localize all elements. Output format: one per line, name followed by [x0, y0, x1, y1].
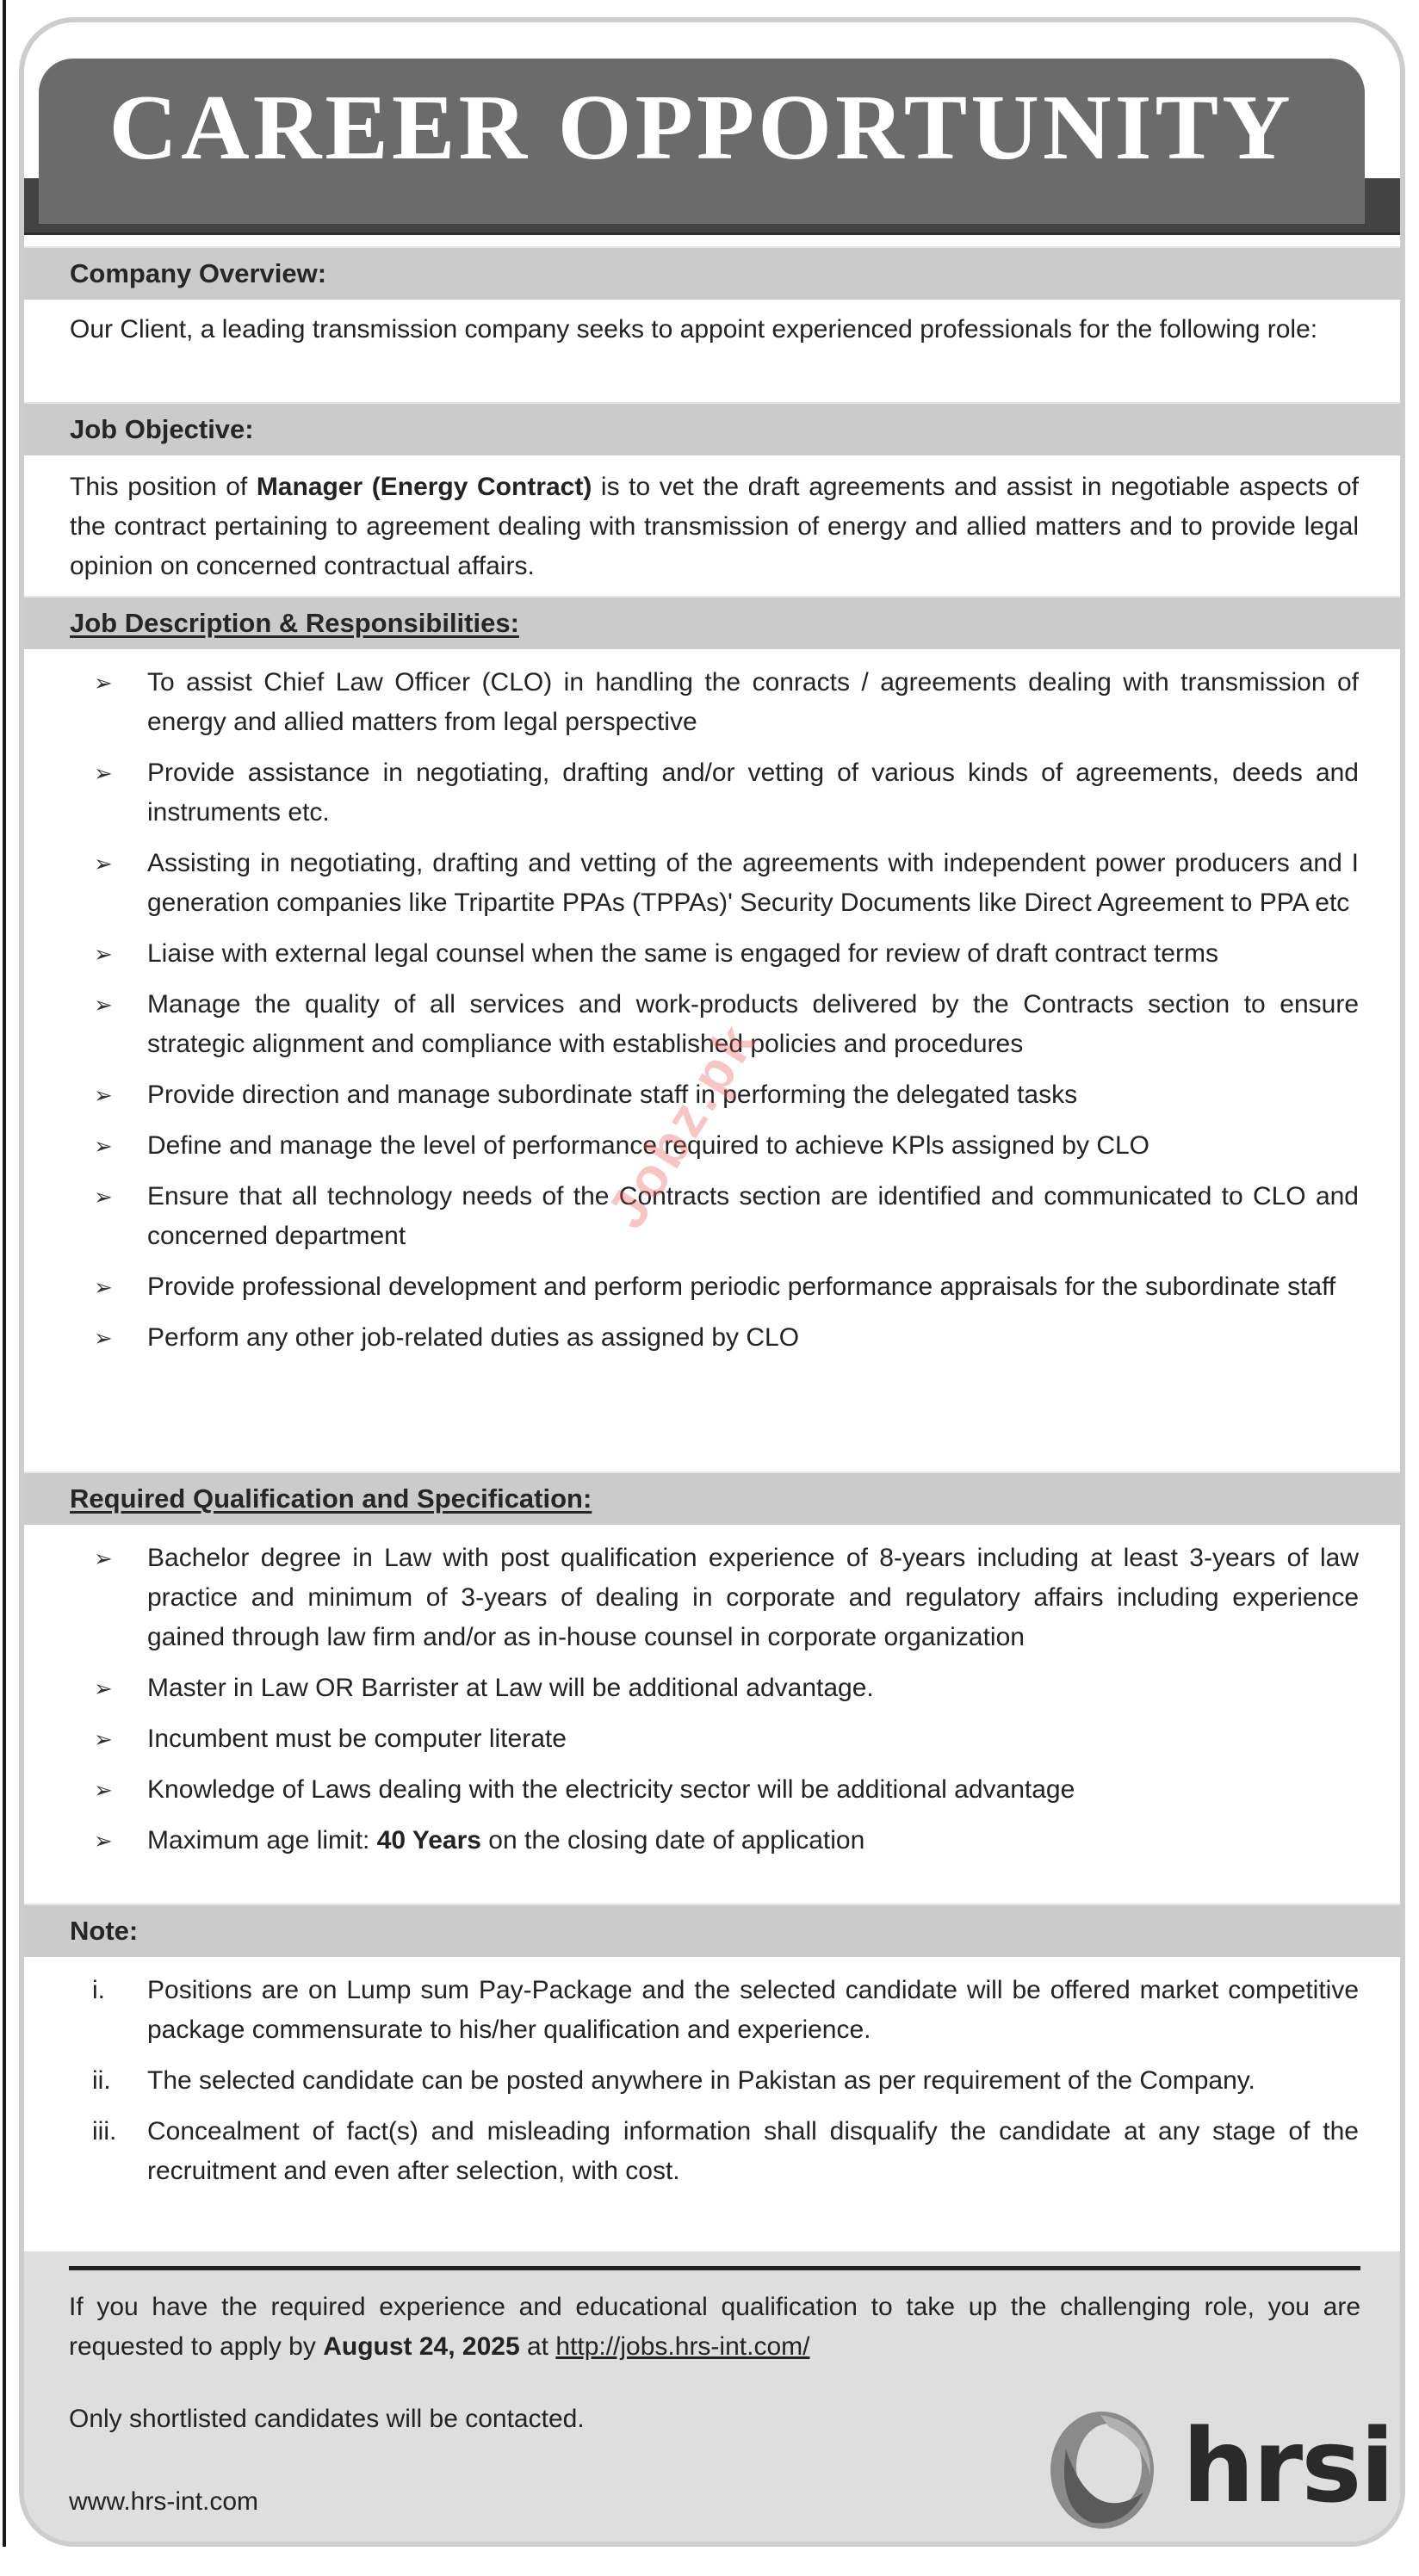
list-item-text: To assist Chief Law Officer (CLO) in handling the conracts / agreements dealing with transmission of energy and allied matters from legal perspective: [147, 668, 1359, 736]
list-item-text: Liaise with external legal counsel when the same is engaged for review of draft contract terms: [147, 939, 1218, 968]
position-title: Manager (Energy Contract): [256, 473, 592, 501]
list-item: [70, 1719, 1359, 1759]
website-link[interactable]: www.hrs-int.com: [69, 2487, 259, 2516]
list-item-text: Define and manage the level of performance required to achieve KPls assigned by CLO: [147, 1131, 1150, 1160]
section-body-note: [24, 1957, 1400, 2248]
section-heading: Job Objective:: [70, 414, 254, 444]
list-item: [70, 2061, 1359, 2101]
list-item-text: Manage the quality of all services and work-products delivered by the Contracts section to ensure strategic alignment and compliance with established policies and procedures: [147, 990, 1359, 1058]
deadline-date: August 24, 2025: [323, 2332, 520, 2361]
list-item: [70, 2112, 1359, 2191]
list-item: [70, 1267, 1359, 1307]
text: is to vet the draft agreements and assist in negotiable aspects of the contract pertaining to agreement dealing with transmission of energy and allied matters and to provide legal opinion on concerned contractual affairs.: [70, 473, 1359, 580]
list-item-text: The selected candidate can be posted anywhere in Pakistan as per requirement of the Company.: [147, 2066, 1255, 2095]
list-item: [70, 934, 1359, 974]
section-header-note: [24, 1904, 1400, 1957]
section-heading: Required Qualification and Specification:: [70, 1483, 592, 1514]
list-item-text: Bachelor degree in Law with post qualification experience of 8-years including at least 3-years of law practice and minimum of 3-years of dealing in corporate and regulatory affairs including experience gained through law firm and/or as in-house counsel in corporate organization: [147, 1544, 1359, 1651]
arrow-bullet-icon: ➢: [94, 992, 113, 1018]
responsibilities-list: [70, 663, 1359, 1358]
list-item: [70, 1971, 1359, 2050]
title-box: [39, 59, 1365, 224]
section-header-company-overview: [24, 246, 1400, 300]
hrsi-logo: [1040, 2398, 1393, 2536]
list-item-text: Master in Law OR Barrister at Law will be additional advantage.: [147, 1674, 874, 1702]
logo-text: hrsi: [1182, 2406, 1393, 2525]
qualification-list: [70, 1539, 1359, 1861]
list-item: [70, 1318, 1359, 1358]
content: [24, 246, 1400, 2248]
section-body-responsibilities: [24, 649, 1400, 1471]
list-item: [70, 1177, 1359, 1256]
list-item-text: Maximum age limit:: [147, 1826, 377, 1855]
roman-numeral: ii.: [92, 2066, 111, 2095]
list-item: [70, 1669, 1359, 1708]
list-item: [70, 844, 1359, 923]
arrow-bullet-icon: ➢: [94, 760, 113, 786]
arrow-bullet-icon: ➢: [94, 941, 113, 967]
section-header-job-objective: [24, 402, 1400, 455]
section-heading: Note:: [70, 1916, 139, 1946]
section-body-qualification: [24, 1525, 1400, 1904]
roman-numeral: iii.: [92, 2117, 117, 2146]
arrow-bullet-icon: ➢: [94, 1133, 113, 1159]
arrow-bullet-icon: ➢: [94, 1184, 113, 1210]
arrow-bullet-icon: ➢: [94, 670, 113, 696]
arrow-bullet-icon: ➢: [94, 1082, 113, 1108]
section-heading: Job Description & Responsibilities:: [70, 608, 519, 638]
list-item-text: Provide professional development and perform periodic performance appraisals for the subordinate staff: [147, 1273, 1336, 1301]
list-item-text: Ensure that all technology needs of the Contracts section are identified and communicated to CLO and concerned department: [147, 1182, 1359, 1250]
list-item-text: on the closing date of application: [480, 1826, 865, 1855]
age-limit: 40 Years: [376, 1826, 481, 1855]
section-body-job-objective: [24, 455, 1400, 596]
list-item: [70, 1126, 1359, 1166]
list-item: [70, 985, 1359, 1064]
arrow-bullet-icon: ➢: [94, 1675, 113, 1701]
list-item: [70, 1821, 1359, 1861]
job-objective-text: [70, 468, 1359, 586]
section-body-company-overview: [24, 300, 1400, 402]
apply-link[interactable]: http://jobs.hrs-int.com/: [555, 2332, 810, 2361]
list-item-text: Provide assistance in negotiating, drafting and/or vetting of various kinds of agreements, deeds and instruments etc.: [147, 759, 1359, 827]
apply-instructions: [69, 2288, 1360, 2367]
section-heading: Company Overview:: [70, 258, 327, 288]
list-item-text: Perform any other job-related duties as assigned by CLO: [147, 1323, 800, 1352]
arrow-bullet-icon: ➢: [94, 1274, 113, 1300]
list-item: [70, 1770, 1359, 1810]
list-item-text: Knowledge of Laws dealing with the electricity sector will be additional advantage: [147, 1775, 1075, 1804]
arrow-bullet-icon: ➢: [94, 1325, 113, 1351]
list-item-text: Incumbent must be computer literate: [147, 1725, 567, 1753]
arrow-bullet-icon: ➢: [94, 1777, 113, 1803]
watermark: Jobz.pk: [594, 1011, 769, 1239]
list-item-text: Concealment of fact(s) and misleading information shall disqualify the candidate at any stage of the recruitment and even after selection, with cost.: [147, 2117, 1359, 2185]
list-item-text: Provide direction and manage subordinate staff in performing the delegated tasks: [147, 1081, 1078, 1109]
list-item-text: Positions are on Lump sum Pay-Package and the selected candidate will be offered market competitive package commensurate to his/her qualification and experience.: [147, 1976, 1359, 2044]
list-item-text: Assisting in negotiating, drafting and vetting of the agreements with independent power producers and I generation companies like Tripartite PPAs (TPPAs)' Security Documents like Direct Agreement to PPA etc: [147, 849, 1359, 917]
page-edge-line: [3, 0, 6, 2547]
note-list: [70, 1971, 1359, 2191]
arrow-bullet-icon: ➢: [94, 1545, 113, 1571]
section-header-responsibilities: [24, 596, 1400, 649]
arrow-bullet-icon: ➢: [94, 851, 113, 876]
arrow-bullet-icon: ➢: [94, 1726, 113, 1752]
list-item: [70, 663, 1359, 742]
section-header-qualification: [24, 1471, 1400, 1525]
text: at: [519, 2332, 556, 2361]
list-item: [70, 753, 1359, 833]
advert-frame: [19, 17, 1405, 2547]
company-overview-text: Our Client, a leading transmission company seeks to appoint experienced professionals for the following role:: [70, 315, 1318, 344]
list-item: [70, 1075, 1359, 1115]
footer: [24, 2251, 1400, 2547]
list-item: [70, 1539, 1359, 1657]
roman-numeral: i.: [92, 1976, 105, 2004]
text: If you have the required experience and educational qualification to take up the challenging role, you are requested to apply by: [69, 2293, 1360, 2361]
page-title: CAREER OPPORTUNITY: [108, 77, 1295, 179]
text: This position of: [70, 473, 257, 501]
footer-divider: [69, 2266, 1360, 2270]
shortlist-note: Only shortlisted candidates will be contacted.: [69, 2405, 585, 2433]
arrow-bullet-icon: ➢: [94, 1828, 113, 1854]
